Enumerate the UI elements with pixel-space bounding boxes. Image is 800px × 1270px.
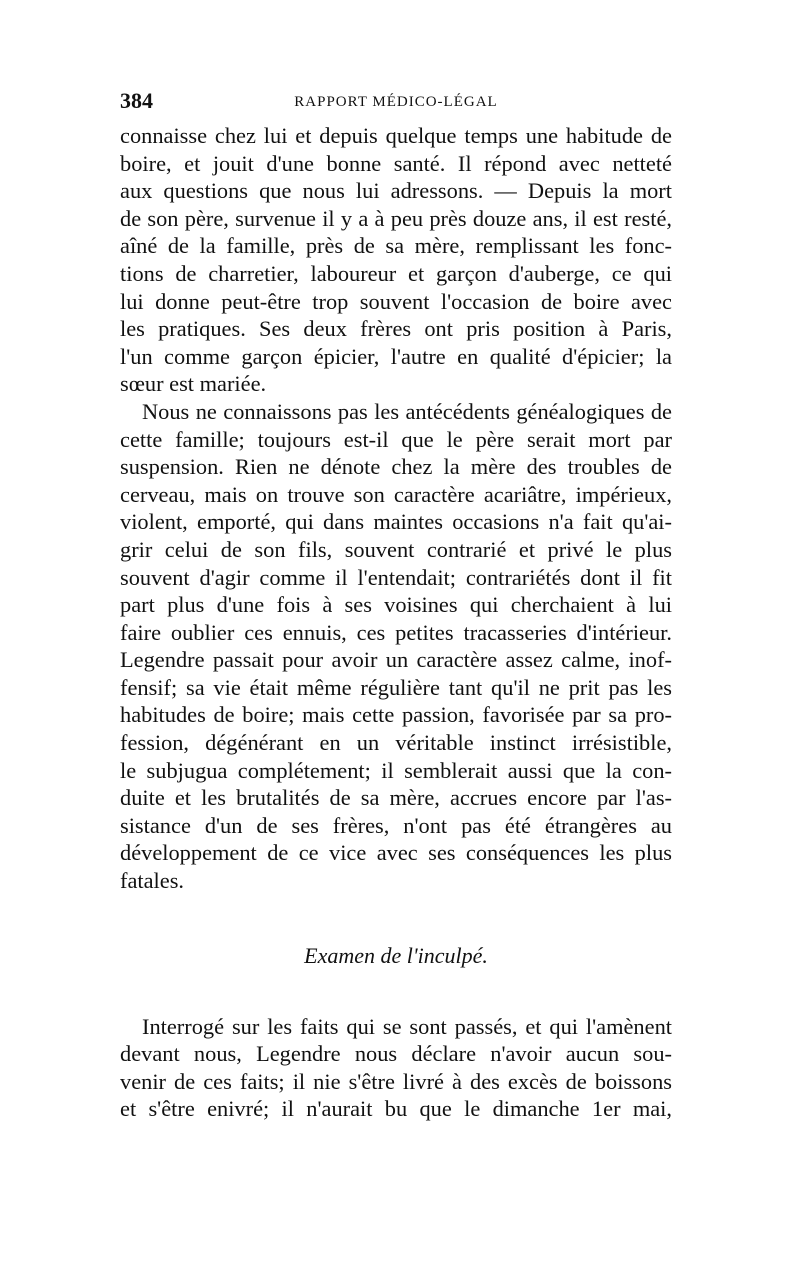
paragraph-interrogation <box>120 1013 672 1123</box>
text-line: faire oublier ces ennuis, ces petites tracasseries d'intérieur. <box>120 619 672 645</box>
paragraph-continuation <box>120 122 672 398</box>
text-line: le subjugua complétement; il semblerait aussi que la con- <box>120 757 672 783</box>
text-line: part plus d'une fois à ses voisines qui cherchaient à lui <box>120 592 672 618</box>
text-line: connaisse chez lui et depuis quelque temps une habitude de <box>120 123 672 148</box>
text-line: les pratiques. Ses deux frères ont pris position à Paris, <box>120 316 672 342</box>
text-line: fession, dégénérant en un véritable instinct irrésistible, <box>120 730 672 756</box>
text-line: de son père, survenue il y a à peu près douze ans, il est resté, <box>120 205 672 231</box>
text-line: duite et les brutalités de sa mère, accrues encore par l'as- <box>120 785 672 811</box>
book-page <box>120 88 672 1123</box>
text-line: sistance d'un de ses frères, n'ont pas été étrangères au <box>120 812 672 838</box>
text-line: développement de ce vice avec ses conséquences les plus <box>120 840 672 866</box>
text-line: cerveau, mais on trouve son caractère acariâtre, impérieux, <box>120 481 672 507</box>
text-line: l'un comme garçon épicier, l'autre en qualité d'épicier; la <box>120 343 672 369</box>
text-line: fatales. <box>120 868 185 894</box>
text-line: suspension. Rien ne dénote chez la mère des troubles de <box>120 454 672 480</box>
text-line: tions de charretier, laboureur et garçon d'auberge, ce qui <box>120 260 672 286</box>
text-line: aux questions que nous lui adressons. — Depuis la mort <box>120 178 672 204</box>
text-line: Legendre passait pour avoir un caractère assez calme, inof- <box>120 647 672 673</box>
text-line: devant nous, Legendre nous déclare n'avoir aucun sou- <box>120 1041 672 1067</box>
running-head: RAPPORT MÉDICO-LÉGAL <box>294 94 498 110</box>
text-line: et s'être enivré; il n'aurait bu que le dimanche 1er mai, <box>120 1096 672 1122</box>
text-line: Interrogé sur les faits qui se sont passés, et qui l'amènent <box>142 1013 672 1039</box>
text-line: violent, emporté, qui dans maintes occasions n'a fait qu'ai- <box>120 509 672 535</box>
text-line: habitudes de boire; mais cette passion, favorisée par sa pro- <box>120 702 672 728</box>
page-header <box>120 88 672 122</box>
section-title: Examen de l'inculpé. <box>304 942 488 968</box>
page-number: 384 <box>120 88 153 113</box>
text-line: aîné de la famille, près de sa mère, remplissant les fonc- <box>120 233 672 259</box>
text-line: fensif; sa vie était même régulière tant qu'il ne prit pas les <box>120 674 672 700</box>
text-line: sœur est mariée. <box>120 371 267 397</box>
text-line: boire, et jouit d'une bonne santé. Il répond avec netteté <box>120 150 672 176</box>
text-line: Nous ne connaissons pas les antécédents généalogiques de <box>142 398 672 424</box>
text-line: lui donne peut-être trop souvent l'occasion de boire avec <box>120 288 672 314</box>
text-line: souvent d'agir comme il l'entendait; contrariétés dont il fit <box>120 564 672 590</box>
paragraph-family-history <box>120 398 672 895</box>
text-line: grir celui de son fils, souvent contrarié et privé le plus <box>120 536 672 562</box>
text-line: cette famille; toujours est-il que le père serait mort par <box>120 426 672 452</box>
text-line: venir de ces faits; il nie s'être livré à des excès de boissons <box>120 1068 672 1094</box>
